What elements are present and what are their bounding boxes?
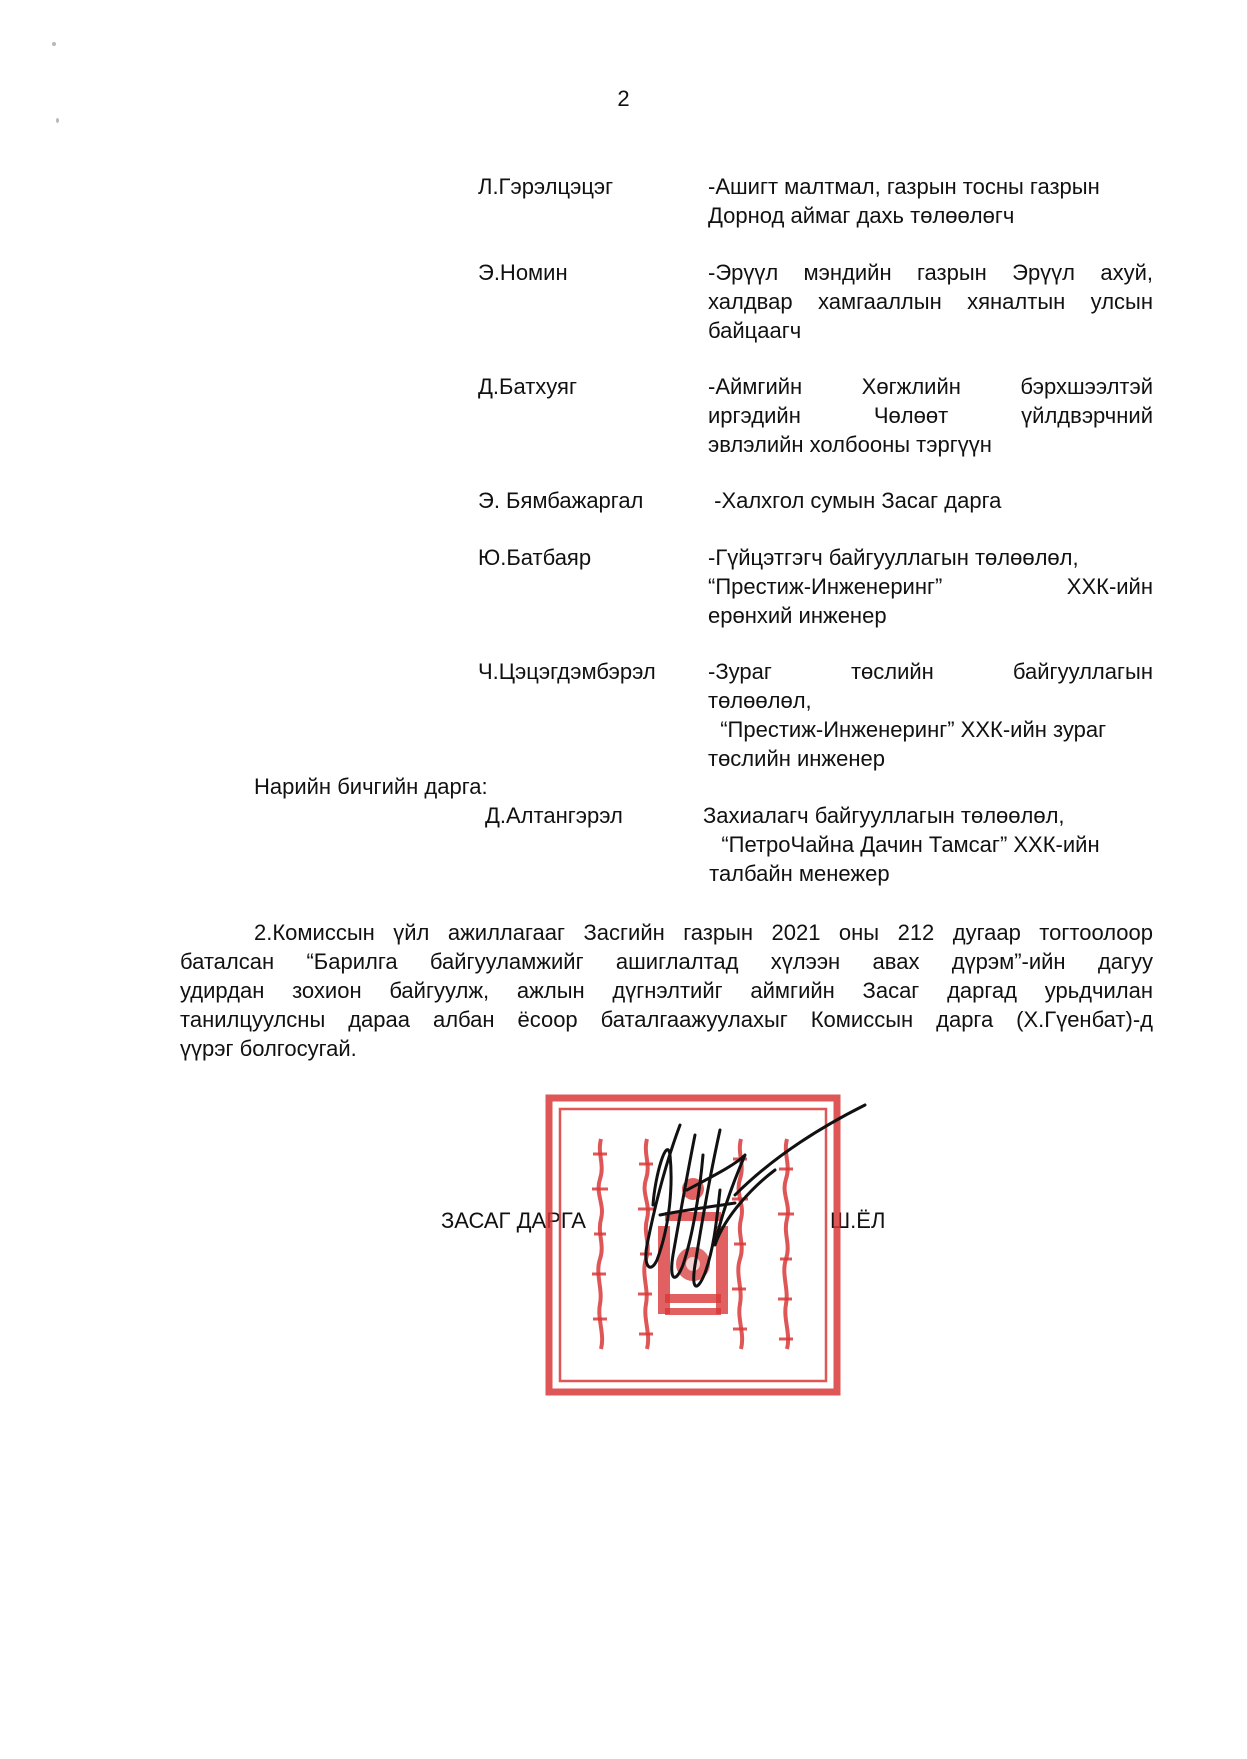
member-row [478, 258, 1153, 372]
secretary-role-line: талбайн менежер [703, 861, 890, 886]
member-name: Д.Батхуяг [478, 374, 577, 399]
secretary-role-line: Захиалагч байгууллагын төлөөлөл, [703, 803, 1065, 828]
member-role [708, 486, 1153, 515]
member-role-line: -Эрүүл мэндийн газрын Эрүүл ахуй, [708, 260, 1153, 285]
member-name: Э. Бямбажаргал [478, 488, 644, 513]
member-row [478, 657, 1153, 773]
paragraph-line: танилцуулсны дараа албан ёсоор баталгаажуулахыг Комиссын дарга (Х.Гүенбат)-д [180, 1007, 1153, 1032]
member-role [708, 657, 1153, 773]
scan-speck [56, 118, 59, 123]
signatory-name: Ш.ЁЛ [830, 1208, 886, 1233]
member-row [478, 543, 1153, 657]
member-role-line: халдвар хамгааллын хяналтын улсын [708, 289, 1153, 314]
member-role-line: -Ашигт малтмал, газрын тосны газрын [708, 174, 1100, 199]
member-role-line: байцаагч [708, 318, 802, 343]
member-role-line: ерөнхий инженер [708, 603, 887, 628]
member-row [478, 486, 1153, 543]
signatory-title: ЗАСАГ ДАРГА [441, 1208, 586, 1233]
member-role [708, 258, 1153, 345]
member-name: Ч.Цэцэгдэмбэрэл [478, 659, 656, 684]
member-role-line: Дорнод аймаг дахь төлөөлөгч [708, 203, 1015, 228]
secretary-label: Нарийн бичгийн дарга: [254, 774, 488, 799]
paragraph-line: баталсан “Барилга байгууламжийг ашиглалтад хүлээн авах дүрэм”-ийн дагуу [180, 949, 1153, 974]
member-role-line: эвлэлийн холбооны тэргүүн [708, 432, 992, 457]
paragraph-line: 2.Комиссын үйл ажиллагааг Засгийн газрын 2021 оны 212 дугаар тогтоолоор [254, 920, 1153, 945]
secretary-role [703, 801, 1155, 888]
member-row [478, 172, 1153, 258]
member-name: Ю.Батбаяр [478, 545, 592, 570]
handwritten-signature [625, 1095, 875, 1315]
member-name: Л.Гэрэлцэцэг [478, 174, 614, 199]
page-number: 2 [617, 86, 630, 111]
resolution-paragraph [180, 918, 1153, 1063]
member-role-line: “Престиж-Инженеринг” ХХК-ийн зураг [708, 717, 1107, 742]
secretary-name: Д.Алтангэрэл [485, 803, 623, 828]
member-role [708, 372, 1153, 459]
member-role-line: -Халхгол сумын Засаг дарга [708, 488, 1002, 513]
scan-speck [52, 42, 56, 46]
member-role-line: -Зураг төслийн байгууллагын [708, 659, 1153, 684]
member-name: Э.Номин [478, 260, 568, 285]
paragraph-line: үүрэг болгосугай. [180, 1036, 357, 1061]
member-role-line: төслийн инженер [708, 746, 885, 771]
member-role [708, 172, 1153, 230]
member-row [478, 372, 1153, 486]
member-role-line: -Аймгийн Хөгжлийн бэрхшээлтэй [708, 374, 1153, 399]
secretary-row [485, 801, 1155, 888]
paragraph-line: удирдан зохион байгуулж, ажлын дүгнэлтийг аймгийн Засаг даргад урьдчилан [180, 978, 1153, 1003]
member-role-line: иргэдийн Чөлөөт үйлдвэрчний [708, 403, 1153, 428]
commission-members-list [478, 172, 1153, 773]
member-role-line: төлөөлөл, [708, 688, 812, 713]
member-role-line: “Престиж-Инженеринг” ХХК-ийн [708, 574, 1153, 599]
secretary-role-line: “ПетроЧайна Дачин Тамсаг” ХХК-ийн [703, 832, 1100, 857]
member-role-line: -Гүйцэтгэгч байгууллагын төлөөлөл, [708, 545, 1079, 570]
member-role [708, 543, 1153, 630]
